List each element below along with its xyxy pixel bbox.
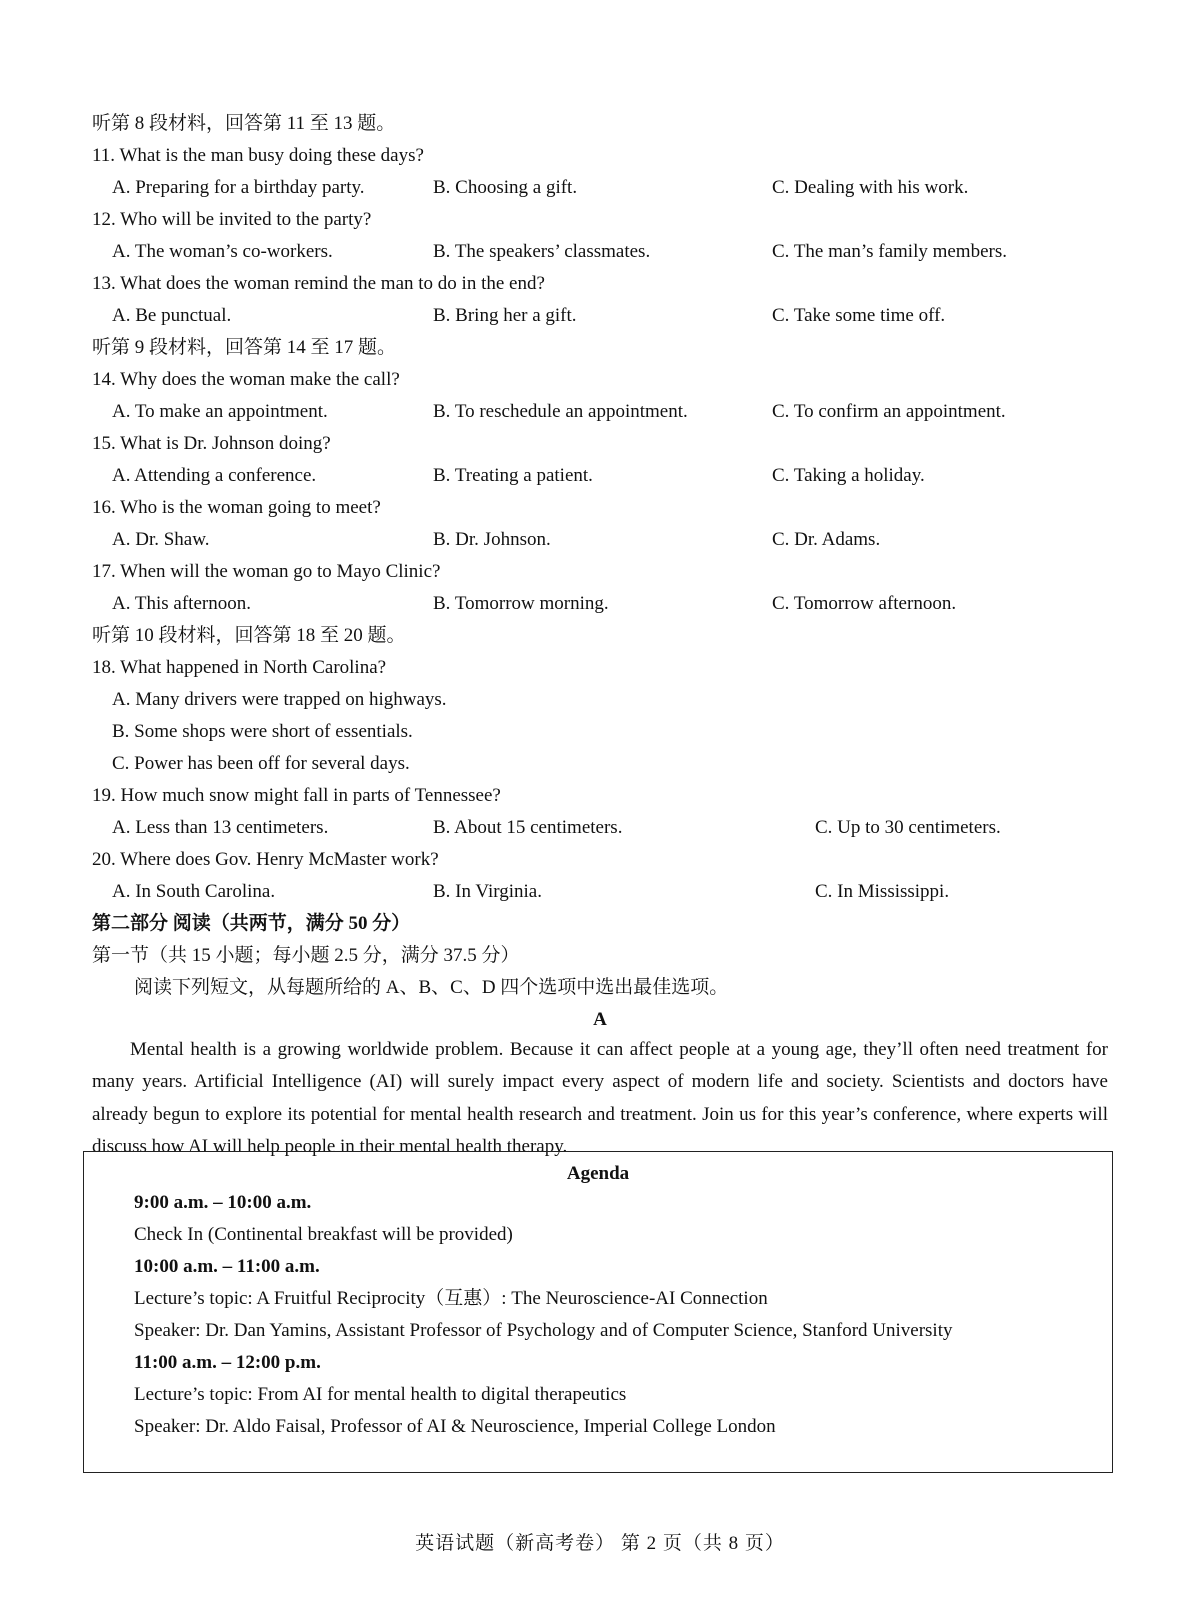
agenda-topic-2: Lecture’s topic: A Fruitful Reciprocity（互惠）: The Neuroscience-AI Connection (134, 1288, 768, 1309)
section-9-header: 听第 9 段材料，回答第 14 至 17 题。 (92, 337, 397, 358)
q14-option-a: A. To make an appointment. (112, 401, 328, 422)
agenda-time-1: 9:00 a.m. – 10:00 a.m. (134, 1192, 312, 1213)
q13-option-c: C. Take some time off. (772, 305, 946, 326)
question-15: 15. What is Dr. Johnson doing? (92, 433, 331, 454)
agenda-speaker-3: Speaker: Dr. Aldo Faisal, Professor of AI & Neuroscience, Imperial College London (134, 1416, 776, 1437)
agenda-title: Agenda (566, 1163, 630, 1184)
question-18: 18. What happened in North Carolina? (92, 657, 387, 678)
q15-option-b: B. Treating a patient. (433, 465, 593, 486)
agenda-time-3: 11:00 a.m. – 12:00 p.m. (134, 1352, 321, 1373)
question-16: 16. Who is the woman going to meet? (92, 497, 381, 518)
question-13: 13. What does the woman remind the man to do in the end? (92, 273, 545, 294)
q17-option-b: B. Tomorrow morning. (433, 593, 609, 614)
q19-option-c: C. Up to 30 centimeters. (815, 817, 1001, 838)
q12-option-a: A. The woman’s co-workers. (112, 241, 333, 262)
agenda-box (83, 1151, 1113, 1473)
page-footer: 英语试题（新高考卷） 第 2 页（共 8 页） (415, 1533, 785, 1554)
q17-option-a: A. This afternoon. (112, 593, 251, 614)
q20-option-c: C. In Mississippi. (815, 881, 950, 902)
question-20: 20. Where does Gov. Henry McMaster work? (92, 849, 439, 870)
question-14: 14. Why does the woman make the call? (92, 369, 400, 390)
part2-title: 第二部分 阅读（共两节，满分 50 分） (92, 913, 411, 934)
q12-option-c: C. The man’s family members. (772, 241, 1007, 262)
q14-option-c: C. To confirm an appointment. (772, 401, 1006, 422)
agenda-time-2: 10:00 a.m. – 11:00 a.m. (134, 1256, 320, 1277)
q12-option-b: B. The speakers’ classmates. (433, 241, 651, 262)
q13-option-b: B. Bring her a gift. (433, 305, 577, 326)
q15-option-c: C. Taking a holiday. (772, 465, 925, 486)
question-11: 11. What is the man busy doing these days? (92, 145, 424, 166)
q18-option-b: B. Some shops were short of essentials. (112, 721, 413, 742)
q18-option-c: C. Power has been off for several days. (112, 753, 410, 774)
q11-option-a: A. Preparing for a birthday party. (112, 177, 365, 198)
q20-option-b: B. In Virginia. (433, 881, 542, 902)
q20-option-a: A. In South Carolina. (112, 881, 276, 902)
passage-label: A (593, 1009, 607, 1030)
question-12: 12. Who will be invited to the party? (92, 209, 372, 230)
q16-option-c: C. Dr. Adams. (772, 529, 881, 550)
question-17: 17. When will the woman go to Mayo Clinic? (92, 561, 441, 582)
part2-instruction: 阅读下列短文，从每题所给的 A、B、C、D 四个选项中选出最佳选项。 (134, 977, 729, 998)
q16-option-a: A. Dr. Shaw. (112, 529, 210, 550)
agenda-speaker-2: Speaker: Dr. Dan Yamins, Assistant Professor of Psychology and of Computer Science, Stanford University (134, 1320, 953, 1341)
q19-option-a: A. Less than 13 centimeters. (112, 817, 329, 838)
q11-option-b: B. Choosing a gift. (433, 177, 578, 198)
agenda-topic-3: Lecture’s topic: From AI for mental health to digital therapeutics (134, 1384, 627, 1405)
q14-option-b: B. To reschedule an appointment. (433, 401, 688, 422)
agenda-item-1: Check In (Continental breakfast will be provided) (134, 1224, 513, 1245)
question-19: 19. How much snow might fall in parts of Tennessee? (92, 785, 501, 806)
q11-option-c: C. Dealing with his work. (772, 177, 969, 198)
q17-option-c: C. Tomorrow afternoon. (772, 593, 957, 614)
q13-option-a: A. Be punctual. (112, 305, 232, 326)
q18-option-a: A. Many drivers were trapped on highways. (112, 689, 447, 710)
section-10-header: 听第 10 段材料，回答第 18 至 20 题。 (92, 625, 406, 646)
q16-option-b: B. Dr. Johnson. (433, 529, 551, 550)
section-8-header: 听第 8 段材料，回答第 11 至 13 题。 (92, 113, 396, 134)
q15-option-a: A. Attending a conference. (112, 465, 317, 486)
part2-subtitle: 第一节（共 15 小题；每小题 2.5 分，满分 37.5 分） (92, 945, 520, 966)
passage-text: Mental health is a growing worldwide problem. Because it can affect people at a young age, they’ll often need treatment for many years. Artificial Intelligence (AI) will surely impact every aspect of modern life and society. Scientists and doctors have already begun to explore its potential for mental health research and treatment. Join us for this year’s conference, where experts will discuss how AI will help people in their mental health therapy. (92, 1039, 1108, 1157)
q19-option-b: B. About 15 centimeters. (433, 817, 623, 838)
